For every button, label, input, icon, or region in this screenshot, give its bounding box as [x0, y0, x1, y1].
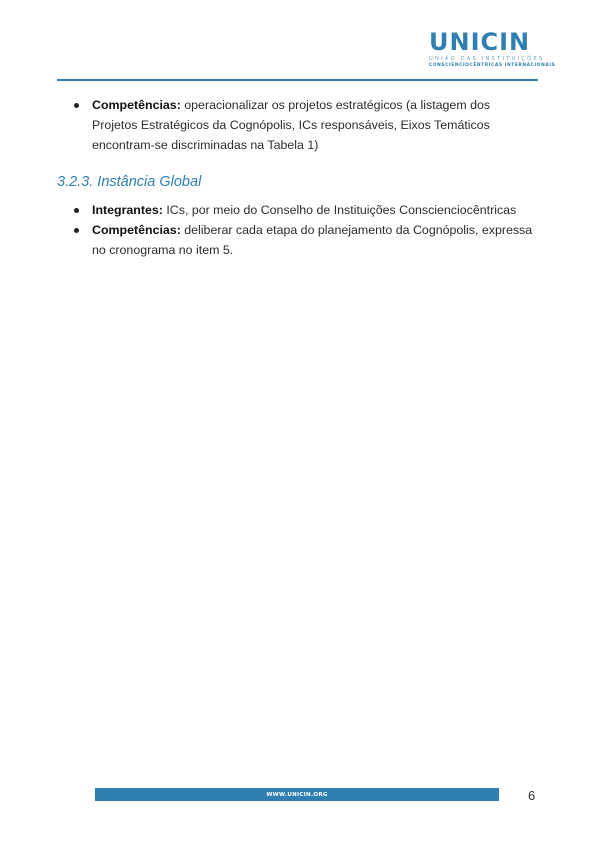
- header-divider: [57, 79, 538, 81]
- list-item-text: deliberar cada etapa do planejamento da Cognópolis, expressa no cronograma no item 5.: [92, 223, 533, 257]
- logo-tagline-2: CONSCIENCIOCÊNTRICAS INTERNACIONAIS: [429, 63, 556, 68]
- footer-bar: [95, 788, 499, 801]
- bullet-icon: [74, 103, 79, 108]
- list-item-term: Competências:: [92, 223, 181, 237]
- list-item: [57, 220, 537, 260]
- competencias-list: [57, 95, 537, 155]
- instancia-global-list: [57, 200, 537, 260]
- section-heading: 3.2.3. Instância Global: [57, 174, 202, 190]
- unicin-logo: [427, 28, 556, 69]
- logo-tagline-1: UNIÃO DAS INSTITUIÇÕES: [429, 56, 545, 62]
- list-item-term: Competências:: [92, 98, 181, 112]
- list-item-term: Integrantes:: [92, 203, 163, 217]
- bullet-icon: [74, 208, 79, 213]
- list-item-text: operacionalizar os projetos estratégicos (a listagem dos Projetos Estratégicos da Cognópolis, ICs responsáveis, Eixos Temáticos encontram-se discriminadas na Tabela 1): [92, 98, 491, 152]
- bullet-icon: [74, 228, 79, 233]
- logo-wordmark: UNICIN: [429, 28, 531, 56]
- page-number: 6: [528, 788, 536, 803]
- footer-url: WWW.UNICIN.ORG: [266, 791, 328, 798]
- list-item: [57, 200, 537, 220]
- page-content: [57, 95, 537, 260]
- list-item-text: ICs, por meio do Conselho de Instituições Conscienciocêntricas: [162, 203, 517, 217]
- list-item: [57, 95, 537, 155]
